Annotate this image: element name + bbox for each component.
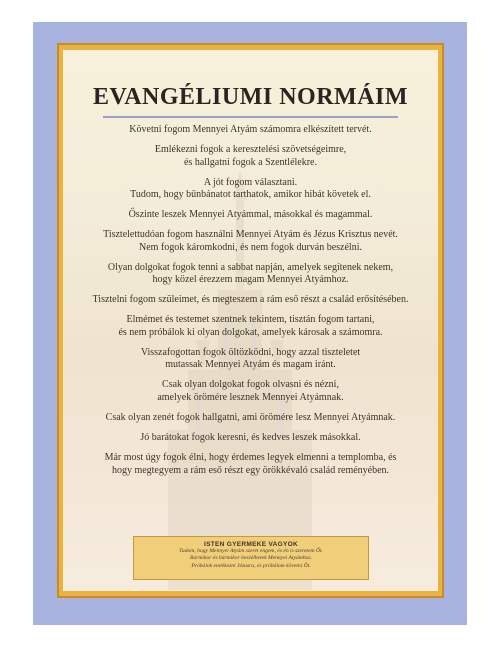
standard-line: amelyek örömére lesznek Mennyei Atyámnak.: [157, 392, 344, 404]
standard-line: Jó barátokat fogok keresni, és kedves leszek másokkal.: [140, 431, 361, 443]
page-title: EVANGÉLIUMI NORMÁIM: [92, 84, 409, 110]
child-box-line: Próbálok emlékezni Jézusra, és próbálom követni Őt.: [191, 562, 311, 569]
standard-line: Tisztelni fogom szüleimet, és megteszem a rám eső részt a család erősítésében.: [92, 294, 409, 306]
standard-stanza: [69, 294, 432, 307]
standard-stanza: [69, 124, 432, 137]
standard-stanza: [69, 314, 432, 339]
standard-stanza: [69, 262, 432, 287]
standard-line: Követni fogom Mennyei Atyám számomra elkészített tervét.: [129, 124, 372, 135]
standard-line: Tudom, hogy bűnbánatot tarthatok, amikor hibát követek el.: [130, 189, 371, 201]
standard-stanza: [69, 452, 432, 477]
standard-stanza: [69, 412, 432, 425]
standard-line: A jót fogom választani.: [203, 176, 298, 188]
standard-stanza: [69, 144, 432, 169]
child-box-line: Bármikor és bármikor beszélhetek Mennyei Atyámhoz.: [190, 555, 312, 562]
standard-line: Visszafogottan fogok öltözködni, hogy azzal tiszteletet: [140, 346, 361, 358]
standard-line: Olyan dolgokat fogok tenni a sabbat napján, amelyek segítenek nekem,: [107, 261, 394, 273]
child-of-god-box: [133, 536, 369, 580]
standard-line: mutassak Mennyei Atyám és magam iránt.: [165, 359, 336, 371]
standard-stanza: [69, 177, 432, 202]
standard-line: és hallgatni fogok a Szentlélekre.: [183, 156, 317, 168]
standard-stanza: [69, 209, 432, 222]
standard-line: Nem fogok káromkodni, és nem fogok durván beszélni.: [138, 241, 362, 253]
standard-line: Csak olyan dolgokat fogok olvasni és nézni,: [162, 379, 339, 391]
standards-list: [69, 124, 432, 485]
standard-line: Már most úgy fogok élni, hogy érdemes legyek elmenni a templomba, és: [104, 451, 397, 463]
child-box-line: Tudom, hogy Mennyei Atyám szeret engem, és én is szeretem Őt.: [179, 548, 323, 554]
standard-stanza: [69, 379, 432, 404]
poster-paper: [63, 50, 438, 591]
title-divider: [103, 116, 398, 118]
standard-line: hogy közel érezzem magam Mennyei Atyámhoz.: [152, 274, 349, 286]
standard-line: hogy megtegyem a rám eső részt egy örökkévaló család reményében.: [111, 464, 390, 476]
standard-line: Őszinte leszek Mennyei Atyámmal, másokkal és magammal.: [128, 209, 373, 221]
child-box-title: ISTEN GYERMEKE VAGYOK: [204, 541, 298, 548]
standard-line: Tisztelettudóan fogom használni Mennyei Atyám és Jézus Krisztus nevét.: [103, 229, 398, 241]
standard-stanza: [69, 347, 432, 372]
standard-stanza: [69, 432, 432, 445]
standard-line: Csak olyan zenét fogok hallgatni, ami örömére lesz Mennyei Atyámnak.: [105, 412, 396, 423]
standard-stanza: [69, 229, 432, 254]
standard-line: Elmémet és testemet szentnek tekintem, tisztán fogom tartani,: [126, 314, 375, 326]
standard-line: és nem próbálok ki olyan dolgokat, amelyek károsak a számomra.: [118, 326, 383, 338]
standard-line: Emlékezni fogok a keresztelési szövetségeimre,: [154, 143, 347, 155]
